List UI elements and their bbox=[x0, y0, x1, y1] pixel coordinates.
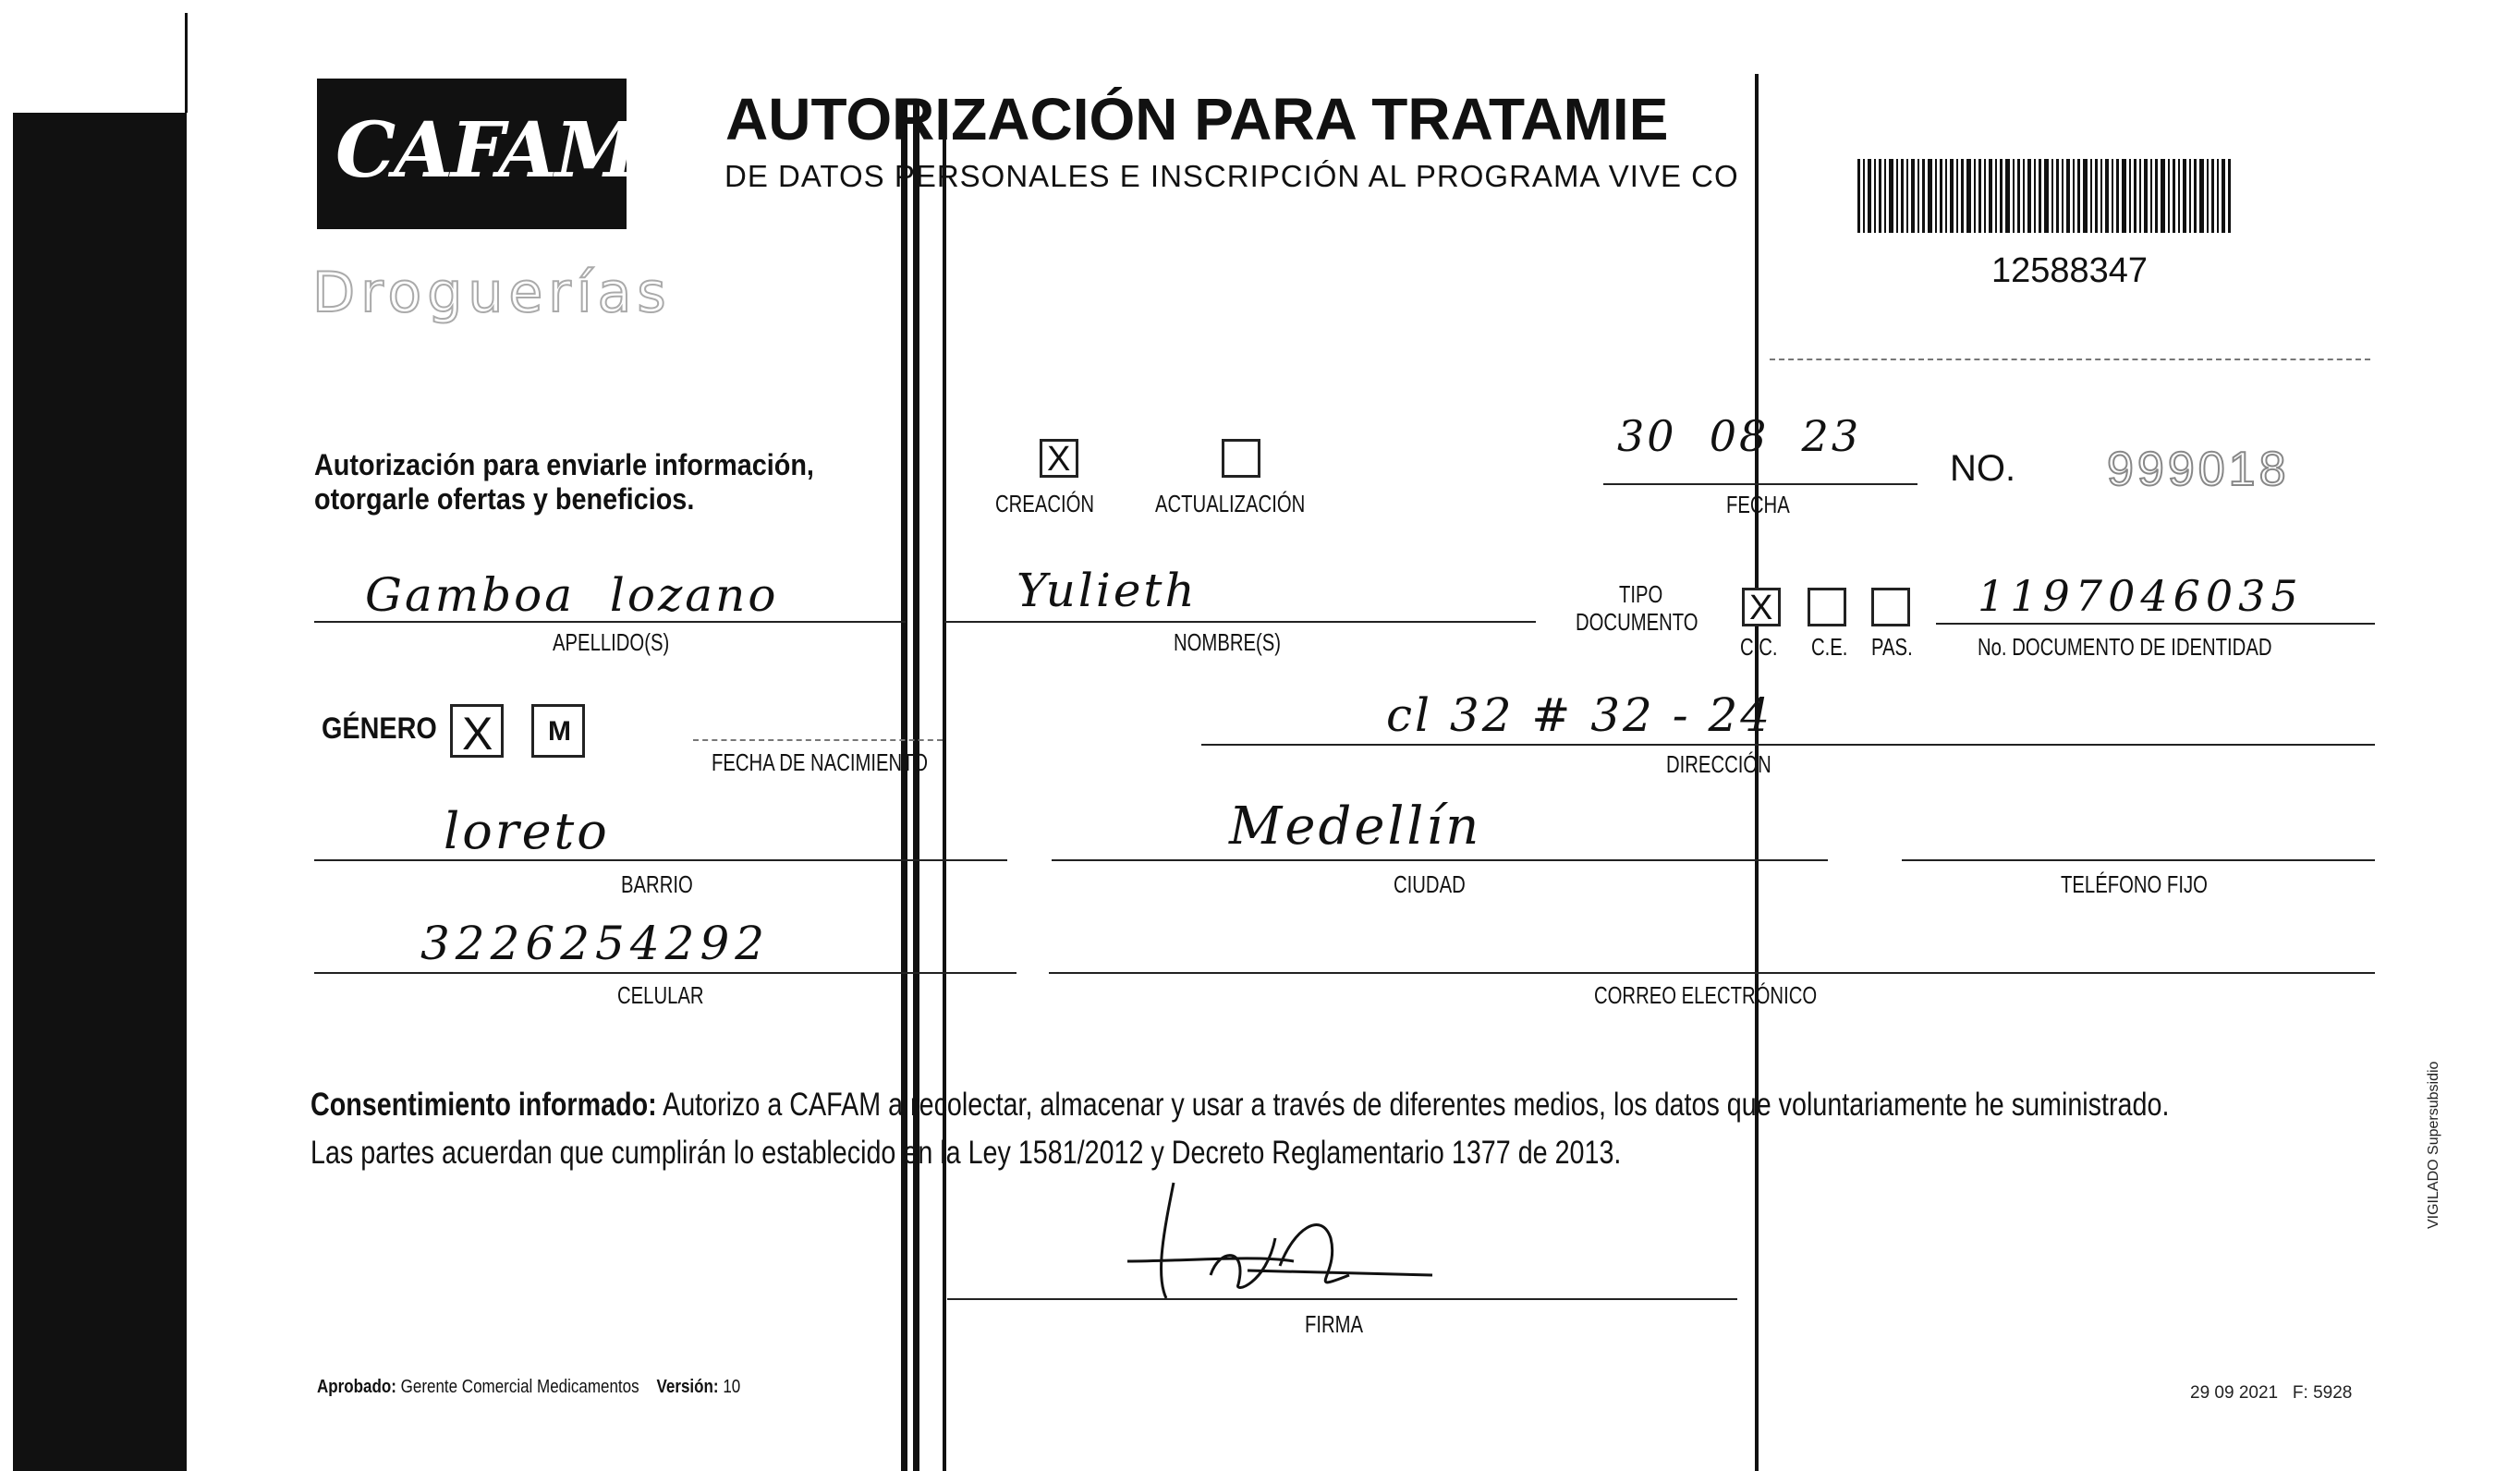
barrio-value[interactable]: loreto bbox=[444, 802, 610, 860]
ce-label: C.E. bbox=[1811, 633, 1848, 661]
aprobado-label: Aprobado: bbox=[317, 1377, 396, 1397]
barcode bbox=[1857, 159, 2232, 233]
documento-label: No. DOCUMENTO DE IDENTIDAD bbox=[1978, 633, 2272, 661]
footer-date-code: 29 09 2021 F: 5928 bbox=[2190, 1383, 2353, 1403]
cc-checkbox[interactable] bbox=[1742, 588, 1781, 626]
fecha-line bbox=[1603, 483, 1917, 485]
correo-label: CORREO ELECTRÓNICO bbox=[1594, 981, 1818, 1009]
telefono-label: TELÉFONO FIJO bbox=[2061, 870, 2208, 898]
fecha-label: FECHA bbox=[1726, 491, 1790, 518]
signature-label: FIRMA bbox=[1305, 1310, 1364, 1338]
apellidos-value[interactable]: Gamboa lozano bbox=[365, 568, 779, 622]
scan-border-line bbox=[185, 13, 188, 113]
barrio-line bbox=[314, 859, 1007, 861]
ciudad-line bbox=[1052, 859, 1828, 861]
consent-line-2: Las partes acuerdan que cumplirán lo establecido en la Ley 1581/2012 y Decreto Reglamentario 1377 de 2013. bbox=[310, 1135, 1622, 1171]
direccion-label: DIRECCIÓN bbox=[1666, 750, 1771, 778]
footer-aprobado bbox=[317, 1377, 740, 1398]
genero-f-mark: X bbox=[462, 708, 493, 760]
celular-label: CELULAR bbox=[617, 981, 704, 1009]
no-value: 999018 bbox=[2107, 443, 2290, 496]
pas-label: PAS. bbox=[1871, 633, 1913, 661]
creacion-checkbox[interactable] bbox=[1040, 439, 1078, 478]
pas-checkbox[interactable] bbox=[1871, 588, 1910, 626]
celular-value[interactable]: 3226254292 bbox=[420, 917, 771, 970]
creacion-label: CREACIÓN bbox=[995, 490, 1095, 517]
nombres-label: NOMBRE(S) bbox=[1174, 628, 1282, 656]
logo-text: CAFAM bbox=[335, 106, 638, 195]
cafam-logo bbox=[317, 79, 638, 229]
genero-f-checkbox[interactable] bbox=[450, 704, 504, 758]
version-value: 10 bbox=[723, 1377, 741, 1397]
actualizacion-checkbox[interactable] bbox=[1222, 439, 1260, 478]
ce-checkbox[interactable] bbox=[1808, 588, 1846, 626]
authorization-heading-2: otorgarle ofertas y beneficios. bbox=[314, 482, 695, 516]
top-right-guide-line bbox=[1770, 359, 2370, 360]
no-label: NO. bbox=[1950, 448, 2016, 489]
nombres-value[interactable]: Yulieth bbox=[1017, 564, 1198, 617]
scan-vertical-line-1 bbox=[901, 102, 907, 1471]
fecha-value[interactable]: 30 08 23 bbox=[1617, 411, 1862, 461]
signature-drawing bbox=[1109, 1173, 1442, 1303]
actualizacion-label: ACTUALIZACIÓN bbox=[1155, 490, 1306, 517]
cc-mark: X bbox=[1749, 589, 1773, 627]
scan-vertical-line-2 bbox=[913, 102, 919, 1471]
telefono-line bbox=[1902, 859, 2375, 861]
consent-bold: Consentimiento informado: bbox=[310, 1087, 657, 1123]
apellidos-label: APELLIDO(S) bbox=[553, 628, 670, 656]
documento-line bbox=[1936, 623, 2375, 625]
tipo-documento-label-2: DOCUMENTO bbox=[1576, 608, 1698, 636]
documento-value[interactable]: 1197046035 bbox=[1978, 571, 2304, 621]
authorization-heading-1: Autorización para enviarle información, bbox=[314, 448, 814, 481]
apellidos-line bbox=[314, 621, 906, 623]
creacion-mark: X bbox=[1047, 440, 1071, 479]
genero-label: GÉNERO bbox=[322, 711, 437, 745]
barrio-label: BARRIO bbox=[621, 870, 693, 898]
cc-label: C.C. bbox=[1740, 633, 1778, 661]
signature-line bbox=[947, 1298, 1737, 1300]
footer-side-text: VIGILADO Supersubsidio bbox=[2426, 1061, 2441, 1229]
ciudad-label: CIUDAD bbox=[1394, 870, 1466, 898]
genero-m-checkbox[interactable] bbox=[531, 704, 585, 758]
tipo-documento-label-1: TIPO bbox=[1619, 580, 1663, 608]
logo-subtext: Droguerías bbox=[312, 261, 672, 325]
page-title: AUTORIZACIÓN PARA TRATAMIE bbox=[725, 86, 1669, 152]
fecha-nacimiento-label: FECHA DE NACIMIENTO bbox=[712, 748, 929, 776]
scan-vertical-line-3 bbox=[943, 102, 946, 1471]
direccion-value[interactable]: cl 32 # 32 - 24 bbox=[1386, 688, 1773, 742]
ciudad-value[interactable]: Medellín bbox=[1229, 796, 1482, 857]
version-label: Versión: bbox=[656, 1377, 719, 1397]
consent-line-1 bbox=[310, 1087, 2169, 1124]
aprobado-value: Gerente Comercial Medicamentos bbox=[400, 1377, 639, 1397]
genero-m-label: M bbox=[548, 716, 571, 747]
correo-line bbox=[1049, 972, 2375, 974]
nombres-line bbox=[944, 621, 1536, 623]
page-subtitle: DE DATOS PERSONALES E INSCRIPCIÓN AL PROGRAMA VIVE CO bbox=[724, 159, 1739, 193]
barcode-number: 12588347 bbox=[1991, 251, 2149, 290]
scan-left-black-bar bbox=[13, 113, 187, 1471]
direccion-line bbox=[1201, 744, 2375, 746]
fecha-nacimiento-line bbox=[693, 739, 943, 741]
celular-line bbox=[314, 972, 1017, 974]
consent-text-1: Autorizo a CAFAM a recolectar, almacenar y usar a través de diferentes medios, los datos que voluntariamente he suministrado. bbox=[656, 1087, 2170, 1123]
